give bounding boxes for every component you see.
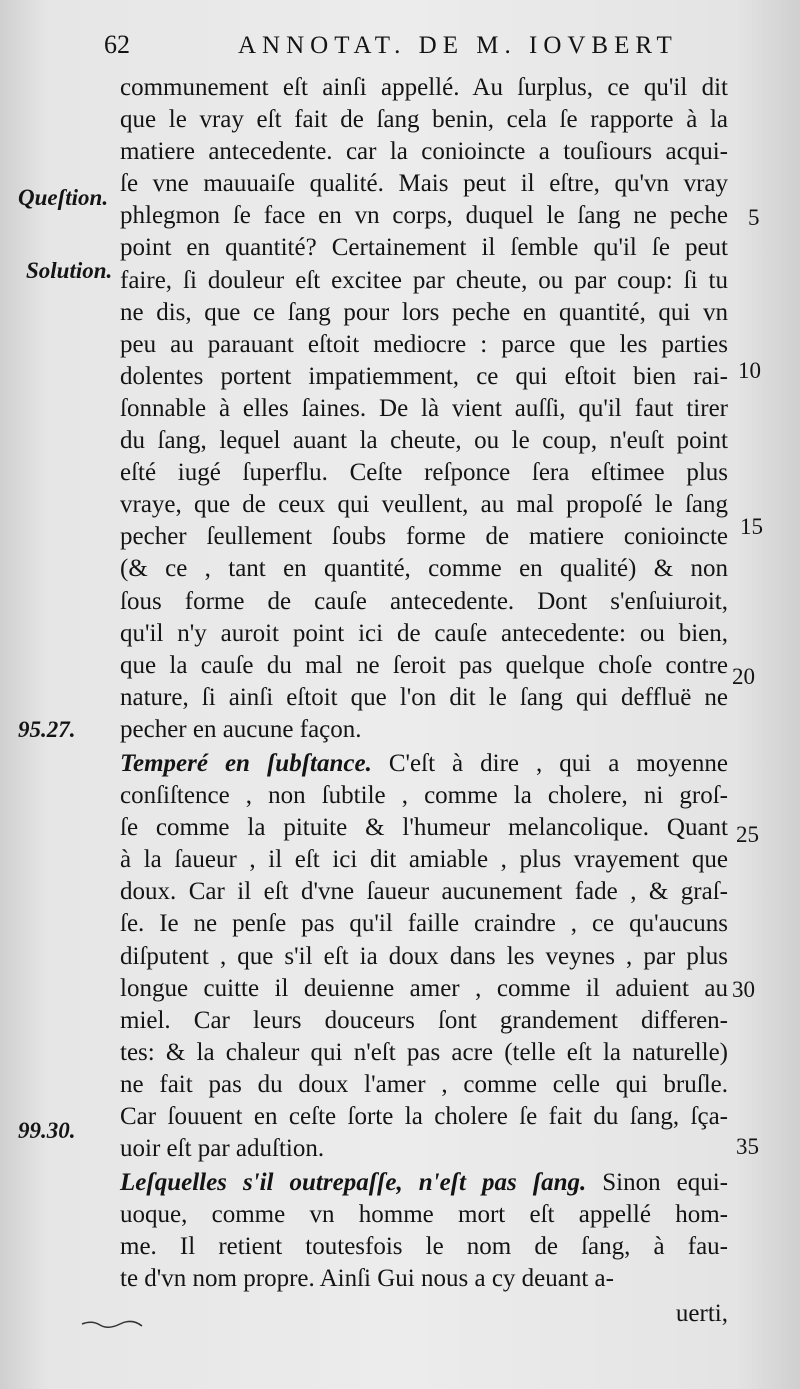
text-line: faire, ſi douleur eſt excitee par cheute, ou par coup: ſi tu [120, 266, 728, 294]
lemma: Leſquelles s'il outrepaſſe, n'eſt pas ſang. [120, 1169, 587, 1197]
text-line [120, 748, 728, 780]
line-number: 10 [738, 358, 761, 383]
text-line: diſputent , que s'il eſt ia doux dans les veynes , par plus [120, 942, 728, 970]
line-text: Sinon equi- [602, 1169, 728, 1197]
text-line: Car ſouuent en ceſte ſorte la cholere ſe fait du ſang, ſça- [120, 1103, 728, 1130]
text-line: peu au parauant eſtoit mediocre : parce que les parties [120, 330, 728, 358]
running-head: ANNOTAT. DE M. IOVBERT [238, 32, 678, 59]
text-line: eſté iugé ſuperflu. Ceſte reſponce ſera eſtimee plus [120, 459, 728, 487]
line-number: 5 [748, 205, 760, 230]
text-line: nature, ſi ainſi eſtoit que l'on dit le ſang qui deffluë ne [120, 683, 728, 711]
text-line: ſe. Ie ne penſe pas qu'il faille craindre , ce qu'aucuns [120, 910, 728, 938]
text-line: ſous forme de cauſe antecedente. Dont s'enſuiuroit, [120, 587, 728, 615]
page-header [0, 30, 800, 70]
margin-note-solution: Solution. [26, 258, 113, 283]
text-line: matiere antecedente. car la conioincte a touſiours acqui- [120, 138, 728, 166]
line-number: 20 [732, 664, 755, 689]
text-line: point en quantité? Certainement il ſemble qu'il ſe peut [120, 234, 728, 262]
text-line: du ſang, lequel auant la cheute, ou le coup, n'euſt point [120, 427, 728, 455]
margin-note-reference: 95.27. [18, 717, 76, 742]
line-number: 30 [732, 977, 755, 1002]
text-line: vraye, que de ceux qui veullent, au mal propoſé le ſang [120, 491, 728, 519]
line-number: 25 [736, 822, 759, 847]
text-line: pecher ſeullement ſoubs forme de matiere conioincte [120, 523, 728, 551]
text-line: ſe vne mauuaiſe qualité. Mais peut il eſtre, qu'vn vray [120, 170, 728, 198]
line-number: 35 [736, 1134, 759, 1159]
text-line: ſe comme la pituite & l'humeur melancolique. Quant [120, 814, 728, 842]
text-line: qu'il n'y auroit point ici de cauſe antecedente: ou bien, [120, 619, 728, 647]
text-line: que le vray eſt fait de ſang benin, cela ſe rapporte à la [120, 106, 728, 134]
page-number: 62 [104, 30, 130, 59]
text-line: ne dis, que ce ſang pour lors peche en quantité, qui vn [120, 298, 728, 326]
text-line: communement eſt ainſi appellé. Au ſurplus, ce qu'il dit [120, 74, 728, 101]
lemma: Temperé en ſubſtance. [120, 749, 372, 777]
text-line: ne fait pas du doux l'amer , comme celle qui bruſle. [120, 1070, 728, 1098]
text-line: ſonnable à elles ſaines. De là vient auſſi, qu'il faut tirer [120, 394, 728, 422]
text-line: uoir eſt par aduſtion. [120, 1135, 325, 1163]
catchword: uerti, [675, 1299, 728, 1327]
text-line [120, 1167, 728, 1199]
text-line: te d'vn nom propre. Ainſi Gui nous a cy deuant a- [120, 1265, 614, 1293]
text-line: (& ce , tant en quantité, comme en qualité) & non [120, 555, 728, 583]
main-text [120, 72, 728, 1330]
text-line: à la ſaueur , il eſt ici dit amiable , plus vrayement que [120, 846, 728, 874]
line-number: 15 [740, 514, 763, 539]
text-line: tes: & la chaleur qui n'eſt pas acre (telle eſt la naturelle) [120, 1038, 728, 1066]
text-line: que la cauſe du mal ne ſeroit pas quelque choſe contre [120, 651, 728, 679]
text-line: phlegmon ſe face en vn corps, duquel le ſang ne peche [120, 202, 728, 230]
text-line: doux. Car il eſt d'vne ſaueur aucunement fade , & graſ- [120, 878, 728, 906]
text-line: dolentes portent impatiemment, ce qui eſtoit bien rai- [120, 362, 728, 390]
margin-note-reference: 99.30. [18, 1118, 76, 1143]
text-line: me. Il retient toutesfois le nom de ſang, à fau- [120, 1233, 728, 1261]
margin-note-question: Queſtion. [18, 185, 109, 210]
text-line: longue cuitte il deuienne amer , comme il aduient au [120, 974, 728, 1002]
text-line: uoque, comme vn homme mort eſt appellé hom- [120, 1201, 728, 1229]
text-line: pecher en aucune façon. [120, 715, 362, 743]
ink-smudge [80, 1318, 150, 1332]
text-line: miel. Car leurs douceurs ſont grandement differen- [120, 1006, 728, 1034]
text-line: conſiſtence , non ſubtile , comme la cholere, ni groſ- [120, 782, 728, 810]
line-text: C'eſt à dire , qui a moyenne [388, 749, 728, 777]
